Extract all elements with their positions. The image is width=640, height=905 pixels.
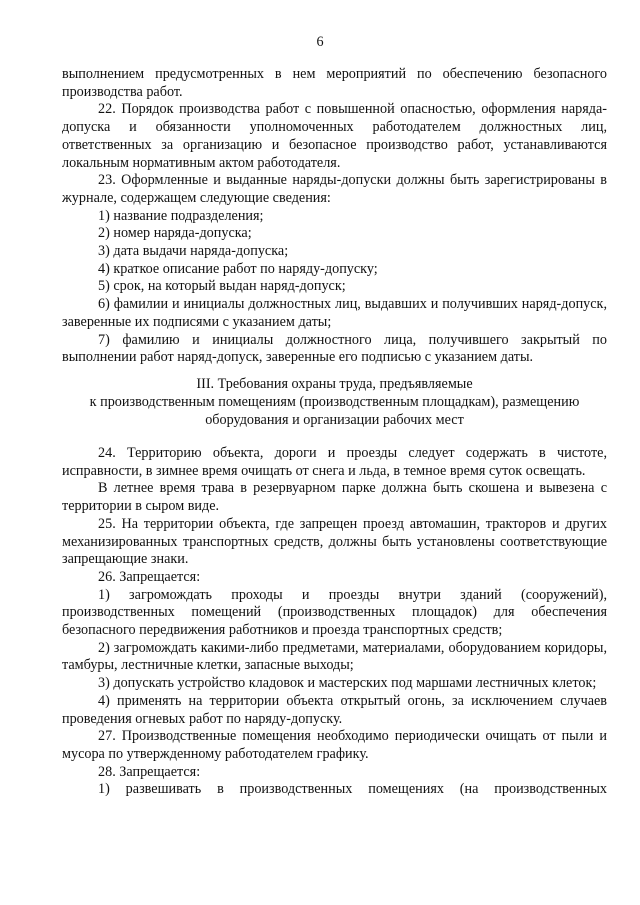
section-heading-line: оборудования и организации рабочих мест — [205, 412, 464, 428]
section-heading-line: к производственным помещениям (производственным площадкам), размещению — [89, 394, 580, 410]
page-number: 6 — [316, 34, 324, 50]
list-item: 1) развешивать в производственных помещениях (на производственных — [98, 781, 607, 798]
list-item: 4) применять на территории объекта открытый огонь, за исключением случаев проведения огневых работ по наряду-допуску. — [62, 692, 607, 727]
paragraph: В летнее время трава в резервуарном парке должна быть скошена и вывезена с территории в сыром виде. — [62, 480, 607, 515]
text-block-bottom — [62, 445, 607, 799]
list-item: 7) фамилию и инициалы должностного лица, получившего закрытый по выполнении работ наряд-допуск, заверенные его подписью с указанием даты. — [62, 331, 607, 366]
paragraph: 26. Запрещается: — [98, 568, 201, 585]
list-item: 2) загромождать какими-либо предметами, материалами, оборудованием коридоры, тамбуры, лестничные клетки, запасные выходы; — [62, 639, 607, 674]
list-item: 3) допускать устройство кладовок и мастерских под маршами лестничных клеток; — [98, 675, 597, 692]
list-item: 3) дата выдачи наряда-допуска; — [98, 243, 289, 260]
list-item: 1) название подразделения; — [98, 207, 264, 224]
paragraph: 22. Порядок производства работ с повышенной опасностью, оформления наряда-допуска и обязанности уполномоченных работодателем должностных лиц, ответственных за организацию и безопасное производство работ, устанавливаются локальным нормативным актом работодателя. — [62, 101, 607, 171]
paragraph: 23. Оформленные и выданные наряды-допуски должны быть зарегистрированы в журнале, содержащем следующие сведения: — [62, 172, 607, 206]
list-item: 2) номер наряда-допуска; — [98, 225, 252, 242]
text-block-top — [62, 66, 607, 367]
paragraph: 25. На территории объекта, где запрещен проезд автомашин, тракторов и других механизированных транспортных средств, должны быть установлены соответствующие запрещающие знаки. — [62, 515, 607, 568]
list-item: 1) загромождать проходы и проезды внутри зданий (сооружений), производственных помещений (производственных площадок) для обеспечения безопасного передвижения работников и проезда транспортных средств; — [62, 586, 607, 639]
section-heading — [62, 375, 607, 429]
paragraph: 24. Территорию объекта, дороги и проезды следует содержать в чистоте, исправности, в зимнее время очищать от снега и льда, в темное время суток освещать. — [62, 445, 607, 479]
list-item: 6) фамилии и инициалы должностных лиц, выдавших и получивших наряд-допуск, заверенные их подписями с указанием даты; — [62, 296, 607, 330]
section-heading-line: III. Требования охраны труда, предъявляемые — [196, 376, 473, 392]
list-item: 4) краткое описание работ по наряду-допуску; — [98, 260, 378, 277]
paragraph: выполнением предусмотренных в нем мероприятий по обеспечению безопасного производства работ. — [62, 66, 607, 100]
paragraph: 27. Производственные помещения необходимо периодически очищать от пыли и мусора по утвержденному работодателем графику. — [62, 728, 607, 762]
list-item: 5) срок, на который выдан наряд-допуск; — [98, 278, 346, 295]
paragraph: 28. Запрещается: — [98, 763, 201, 780]
